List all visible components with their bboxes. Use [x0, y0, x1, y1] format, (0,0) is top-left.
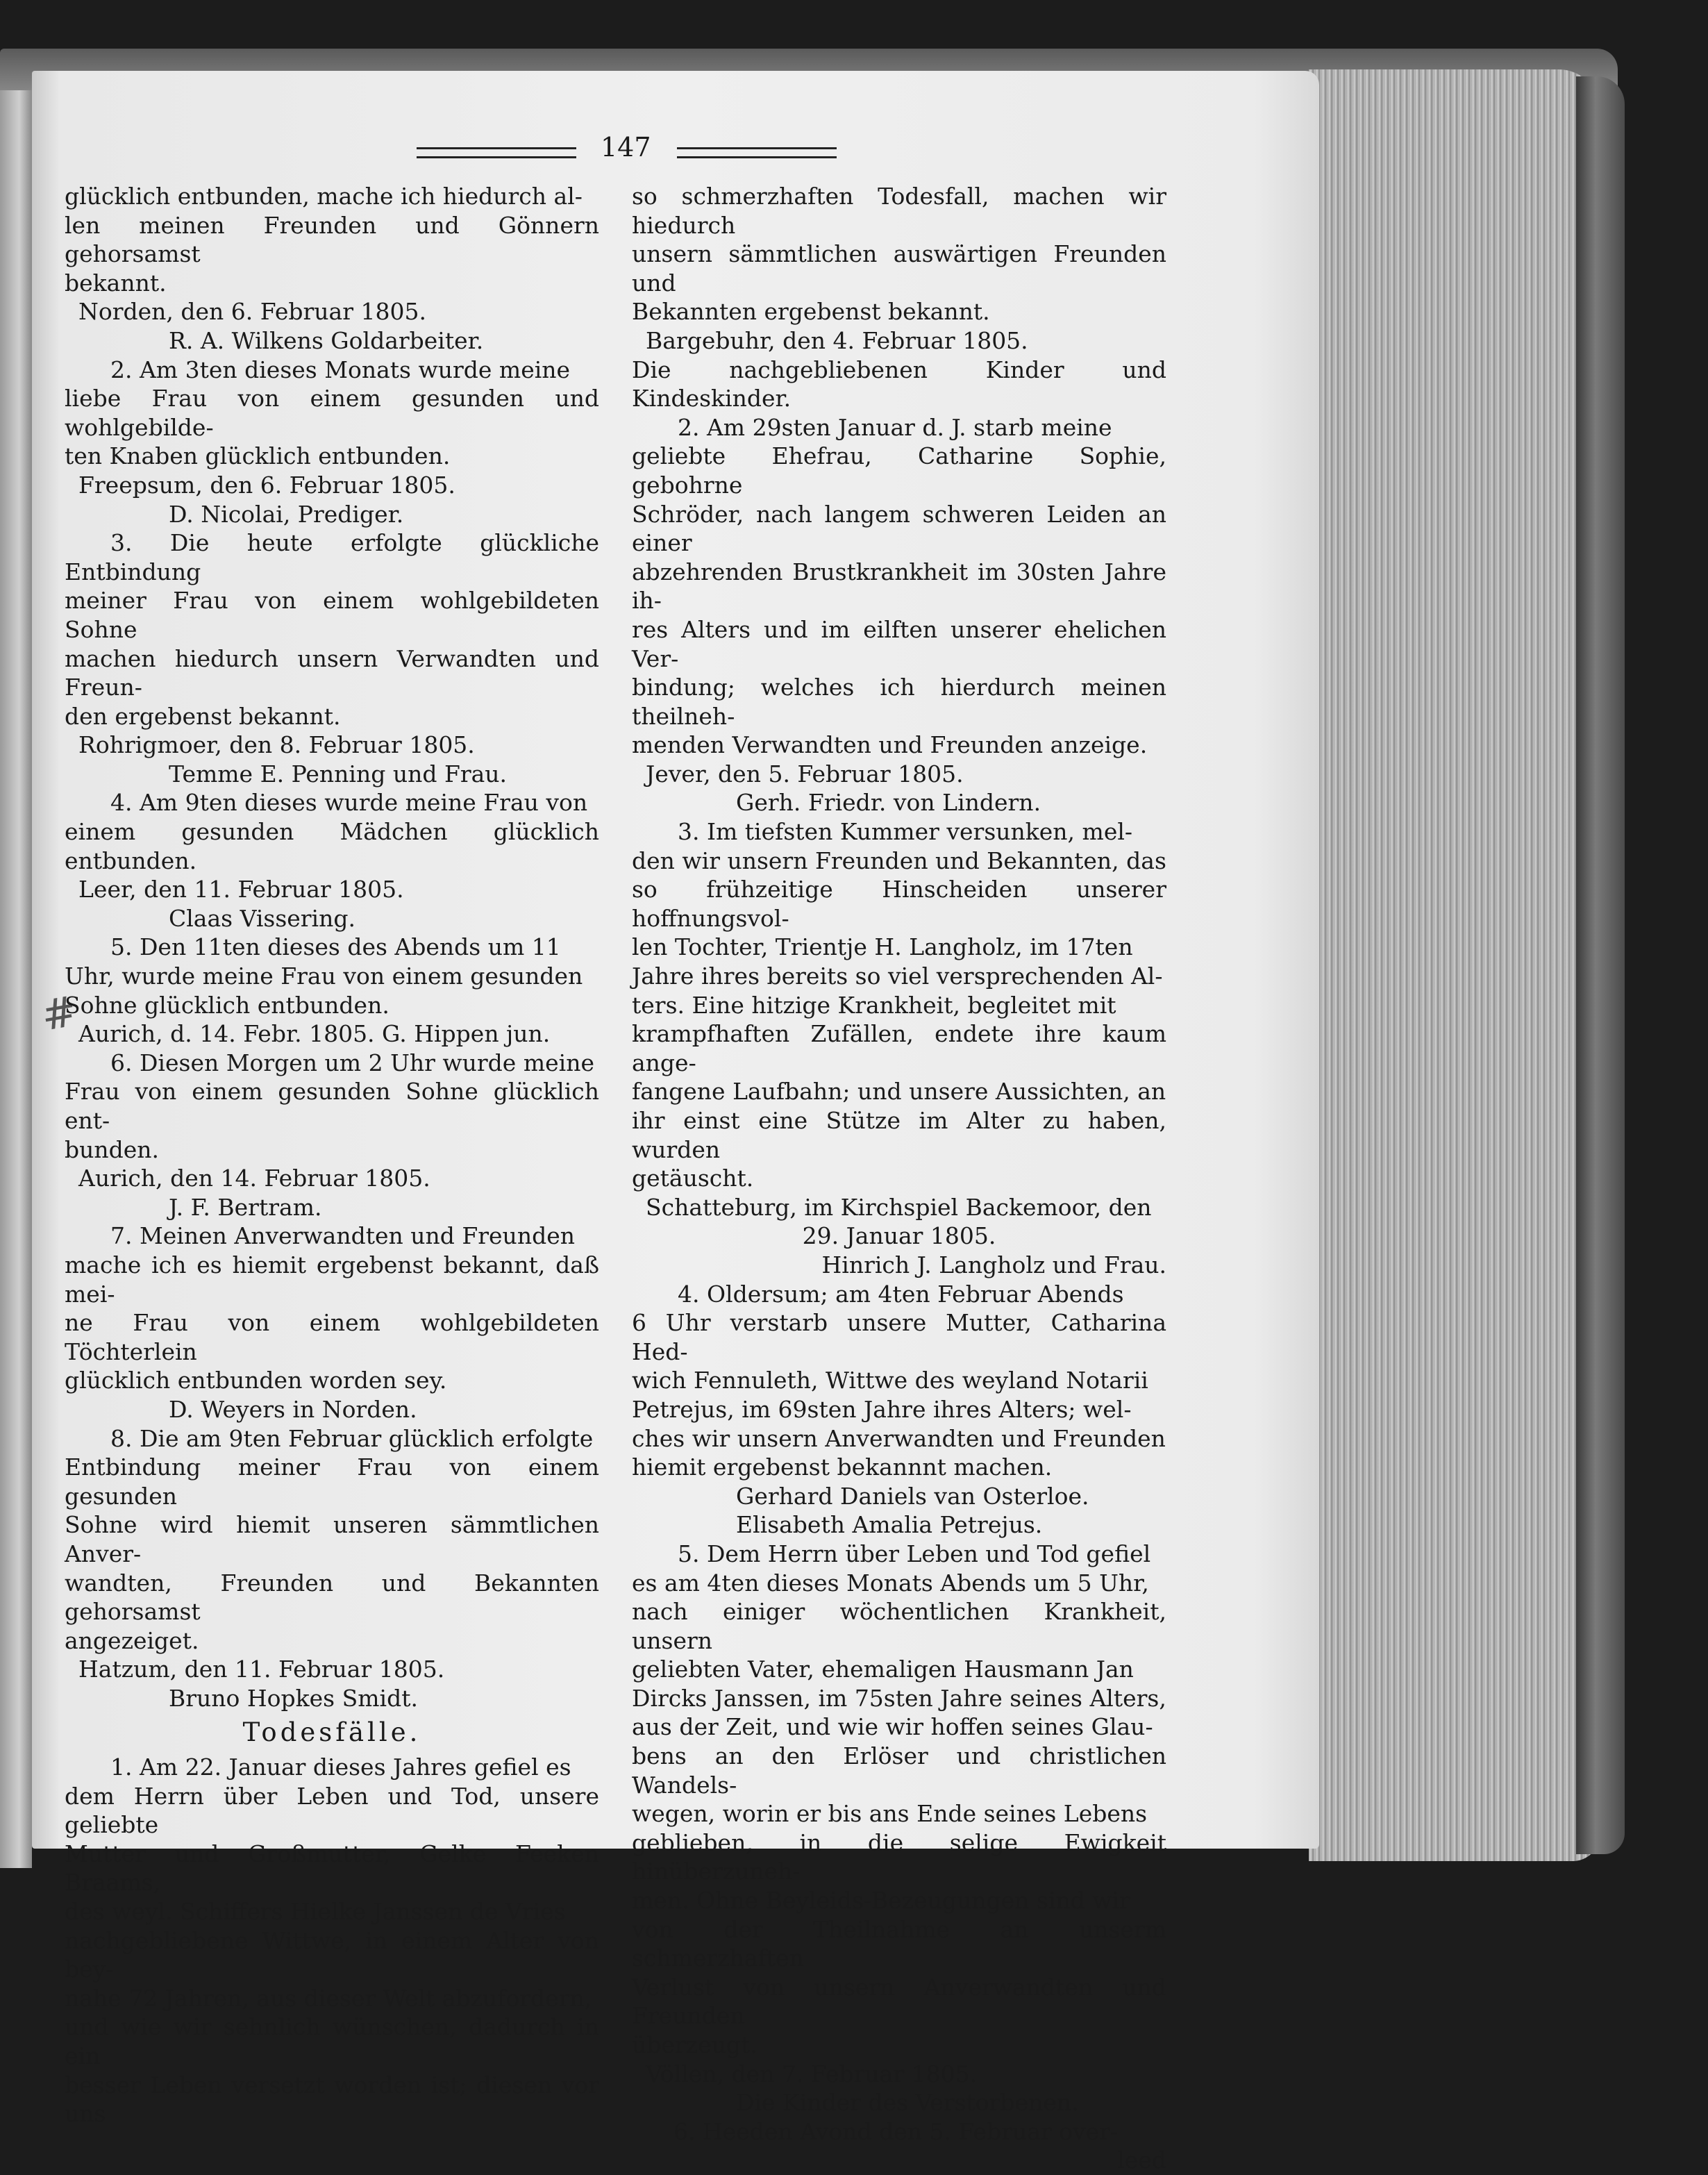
signature-line: R. A. Wilkens Goldarbeiter. [169, 326, 484, 354]
place-date-line: Freepsum, den 6. Februar 1805. [78, 471, 455, 499]
text-line: machen hiedurch unsern Verwandten und Freun- [65, 644, 599, 701]
text-line: so schmerzhaften Todesfall, machen wir hiedurch [632, 183, 1166, 239]
place-date-line: Norden, den 6. Februar 1805. [78, 298, 426, 326]
text-line: wegen, worin er bis ans Ende seines Lebens [632, 1800, 1148, 1828]
text-line: ne Frau von einem wohlgebildeten Töchterlein [65, 1309, 599, 1365]
text-line: unsern sämmtlichen auswärtigen Freunden und [632, 240, 1166, 297]
place-date-line: Jever, den 5. Februar 1805. [646, 760, 964, 788]
text-line: 6 Uhr verstarb unsere Mutter, Catharina Hed- [632, 1309, 1166, 1365]
text-line: überzeugt. [632, 2031, 757, 2058]
text-line: meiner Frau von einem wohlgebildeten Sohne [65, 587, 599, 643]
text-line: krampfhaften Zufällen, endete ihre kaum ange- [632, 1020, 1166, 1076]
notice-start: 3. Im tiefsten Kummer versunken, mel- [678, 818, 1133, 846]
signature-line: Temme E. Penning und Frau. [169, 760, 508, 788]
place-date-line: Aurich, d. 14. Febr. 1805. G. Hippen jun. [78, 1020, 551, 1048]
text-line: Sohne wird hiemit unseren sämmtlichen Anver- [65, 1511, 599, 1567]
notice-start: 1. Am 22. Januar dieses Jahres gefiel es [110, 1753, 571, 1781]
left-column [65, 182, 599, 2128]
notice-start: 4. Am 9ten dieses wurde meine Frau von [110, 789, 588, 817]
text-line: wich Fennuleth, Wittwe des weyland Notarii [632, 1367, 1148, 1394]
text-line: glücklich entbunden worden sey. [65, 1367, 447, 1394]
text-line: Schröder, nach langem schweren Leiden an einer [632, 500, 1166, 557]
text-line: fangene Laufbahn; und unsere Aussichten, an [632, 1078, 1166, 1106]
place-date-line: Bargebuhr, den 4. Februar 1805. [646, 326, 1028, 354]
signature-line: D. Nicolai, Prediger. [169, 500, 404, 528]
right-column [632, 182, 1166, 2175]
text-line: mache ich es hiemit ergebenst bekannt, daß mei- [65, 1251, 599, 1308]
place-date-line: Schatteburg, im Kirchspiel Backemoor, den [646, 1193, 1152, 1221]
text-line: Sohne glücklich entbunden. [65, 991, 390, 1019]
text-line: dem Herrn über Leben und Tod, unsere geliebte [65, 1782, 599, 1839]
text-line: Bekannten ergebenst bekannt. [632, 298, 990, 326]
text-line: Uhr, wurde meine Frau von einem gesunden [65, 962, 583, 990]
text-line: nachgebliebene Wittwe, in einem Alter von bey- [65, 1926, 599, 1983]
text-line: ten Knaben glücklich entbunden. [65, 442, 451, 470]
pen-mark: # [37, 987, 81, 1041]
text-line: glücklich entbunden, mache ich hiedurch al- [65, 183, 583, 210]
signature-line: Elisabeth Amalia Petrejus. [736, 1511, 1043, 1539]
text-line: einem gesunden Mädchen glücklich entbunden. [65, 818, 599, 874]
header-rule-right [677, 147, 837, 158]
signature-line: Gerh. Friedr. von Lindern. [736, 789, 1041, 817]
text-line: men. Ohne Beyleids-Bezeugungen sind wir [632, 1887, 1130, 1915]
text-line: geblieben, in die selige Ewigkeit hinüberzuneh- [632, 1828, 1166, 1885]
text-line: Verlust von unsern Anverwandten und Freunden [632, 1973, 1166, 2030]
signature-line: Hinrich J. Langholz und Frau. [821, 1251, 1166, 1278]
notice-start: 6. Heeden Avond den 5. Februar over- [673, 2117, 1119, 2145]
text-line: res Alters und im eilften unserer ehelichen Ver- [632, 615, 1166, 672]
text-line: Frau von einem gesunden Sohne glücklich ent- [65, 1078, 599, 1134]
signature-line: J. F. Bertram. [169, 1193, 322, 1221]
place-date-line: Hatzum, den 11. Februar 1805. [78, 1656, 445, 1683]
text-line: getäuscht. [632, 1165, 754, 1192]
text-line: Dircks Janssen, im 75sten Jahre seines Alters, [632, 1684, 1166, 1712]
text-line: von der Theilnahme an unserm schmerzhaften [632, 1915, 1166, 1972]
text-line: bens an den Erlöser und christlichen Wandels- [632, 1742, 1166, 1799]
text-line: ters. Eine hitzige Krankheit, begleitet mit [632, 991, 1116, 1019]
text-line: bindung; welches ich hierdurch meinen theilneh- [632, 674, 1166, 730]
page-number: 147 [601, 132, 651, 162]
notice-start: 2. Am 29sten Januar d. J. starb meine [678, 413, 1112, 441]
notice-start: 4. Oldersum; am 4ten Februar Abends [678, 1280, 1124, 1308]
text-line: hiemit ergebenst bekannnt machen. [632, 1453, 1053, 1481]
signature-line: Claas Vissering. [169, 904, 355, 932]
book-cover-right [1576, 76, 1625, 1854]
place-date-line: Aurich, den 14. Februar 1805. [78, 1165, 430, 1192]
text-line: bekannt. [65, 269, 167, 297]
text-line: len Tochter, Trientje H. Langholz, im 17ten [632, 933, 1133, 961]
text-line: nahe 72 Jahren, aus dieser Welt abzufordern, [65, 1984, 592, 2012]
text-line: liebe Frau von einem gesunden und wohlgebilde- [65, 385, 599, 441]
notice-start: 5. Den 11ten dieses des Abends um 11 [110, 933, 561, 961]
notice-start: 5. Dem Herrn über Leben und Tod gefiel [678, 1540, 1151, 1567]
text-line: abzehrenden Brustkrankheit im 30sten Jahre ih- [632, 558, 1166, 615]
text-line: angezeiget. [65, 1626, 199, 1654]
text-line: menden Verwandten und Freunden anzeige. [632, 731, 1148, 759]
text-line: ihr einst eine Stütze im Alter zu haben, wurden [632, 1107, 1166, 1163]
text-line: Jahre ihres bereits so viel versprechenden Al- [632, 962, 1163, 990]
text-line: ches wir unsern Anverwandten und Freunden [632, 1424, 1166, 1452]
text-line: geliebte Ehefrau, Catharine Sophie, gebohrne [632, 442, 1166, 499]
text-line: Petrejus, im 69sten Jahre ihres Alters; wel- [632, 1395, 1132, 1423]
text-line: aus der Zeit, und wie wir hoffen seines Glau- [632, 1713, 1153, 1741]
notice-start: 2. Am 3ten dieses Monats wurde meine [110, 356, 571, 383]
signature-line: Gerhard Daniels van Osterloe. [736, 1482, 1089, 1510]
place-date-line: Völlen, den 7. Februar 1805. [646, 2060, 978, 2088]
header-rule-left [417, 147, 576, 158]
text-line: geliebten Vater, ehemaligen Hausmann Jan [632, 1656, 1134, 1683]
text-line: Entbindung meiner Frau von einem gesunden [65, 1453, 599, 1510]
text-line: besser Leben versetzt worden ist; diesen vor uns [65, 2071, 599, 2128]
text-line: wandten, Freunden und Bekannten gehorsamst [65, 1569, 599, 1626]
place-date-line: Leer, den 11. Februar 1805. [78, 876, 404, 903]
signature-line: Die nachgebliebenen Kinder und Kindeskinder. [632, 356, 1166, 412]
text-line: so frühzeitige Hinscheiden unserer hoffnungsvol- [632, 876, 1166, 932]
catchword: leed [1117, 2147, 1166, 2174]
page-header [417, 132, 833, 174]
text-line: des weyl. Schiffers Hielke Janssen de Vries [65, 1898, 566, 1926]
notice-start: 3. Die heute erfolgte glückliche Entbindung [65, 529, 599, 585]
text-line: und wie wir sehnlich wünschen, dadurch in ein [65, 2013, 599, 2069]
text-line: nach einiger wöchentlichen Krankheit, unsern [632, 1598, 1166, 1654]
signature-line: Bruno Hopkes Smidt. [169, 1684, 418, 1712]
text-line: Mutter und Großmutter, Gelke Feeken Braams, [65, 1840, 599, 1897]
text-line: den wir unsern Freunden und Bekannten, das [632, 847, 1166, 874]
previous-page-edge [0, 90, 32, 1868]
text-line: den ergebenst bekannt. [65, 702, 341, 730]
date-line: 29. Januar 1805. [802, 1222, 996, 1250]
notice-start: 8. Die am 9ten Februar glücklich erfolgte [110, 1424, 594, 1452]
notice-start: 6. Diesen Morgen um 2 Uhr wurde meine [110, 1049, 594, 1076]
text-line: es am 4ten dieses Monats Abends um 5 Uhr, [632, 1569, 1149, 1597]
page-block-fore-edge [1309, 69, 1600, 1861]
notice-start: 7. Meinen Anverwandten und Freunden [110, 1222, 575, 1250]
place-date-line: Rohrigmoer, den 8. Februar 1805. [78, 731, 475, 759]
signature-line: Die Kinder des Verstorbenen. [736, 2089, 1079, 2117]
section-heading-todesfaelle: Todesfälle. [242, 1717, 421, 1748]
text-line: len meinen Freunden und Gönnern gehorsamst [65, 211, 599, 268]
signature-line: D. Weyers in Norden. [169, 1395, 417, 1423]
text-line: bunden. [65, 1135, 160, 1163]
